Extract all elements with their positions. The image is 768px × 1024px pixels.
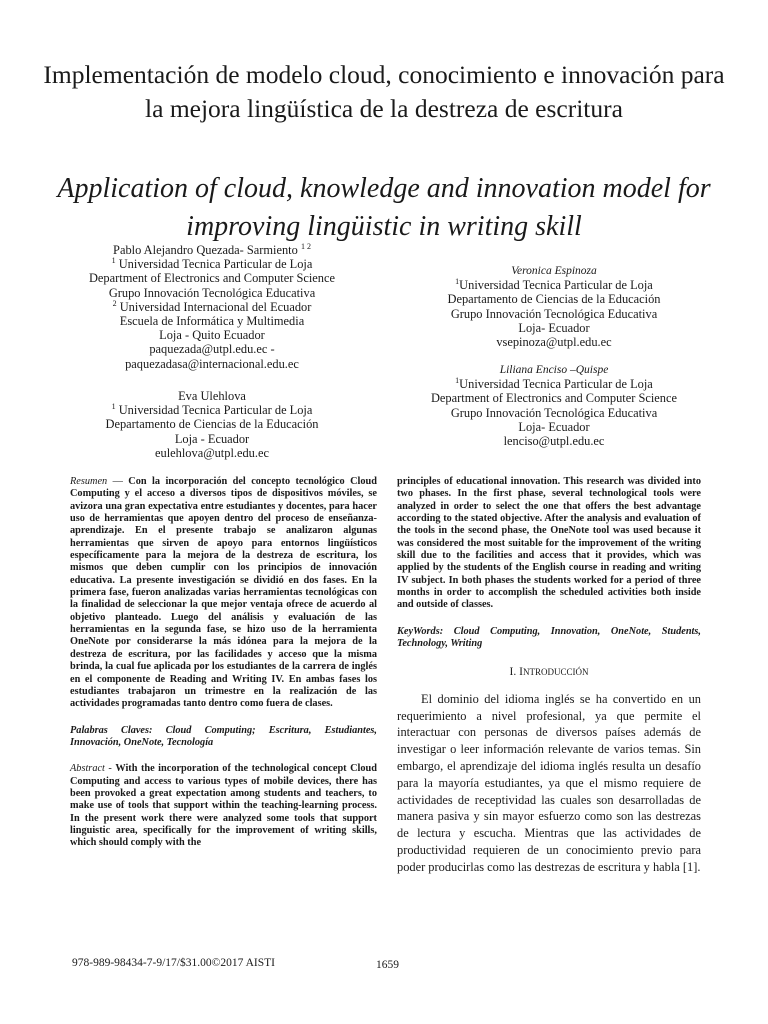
abstract-label: Abstract	[70, 763, 105, 775]
abstract-text: With the incorporation of the technological concept Cloud Computing and access to various types of mobile devices, there has been provoked a great expectation among students and teachers, to make use of tools that support within the teaching-learning process. In the present work there were analyzed some tools that support linguistic area, specifically for the improvement of writing skills, which should comply with the	[70, 763, 377, 849]
author-department: Departamento de Ciencias de la Educación	[447, 292, 661, 307]
section-heading: I. INTRODUCCIÓN	[509, 666, 589, 679]
footer-isbn: 978-989-98434-7-9/17/$31.00©2017 AISTI	[72, 957, 275, 969]
author-ulehlova	[70, 389, 354, 460]
author-location: Loja - Quito Ecuador	[159, 328, 265, 343]
intro-paragraph: El dominio del idioma inglés se ha convertido en un requerimiento a nivel profesional, ya que permite el interactuar con personas de diversos países además de investigar o leer información relevante de varios temas. Sin embargo, el aprendizaje del idioma inglés resulta un desafío para la mayoría estudiantes, ya que el mismo requiere de actividades de receptividad las cuales son desarrolladas de manera pasiva y sin mayor esfuerzo como son las destrezas de lectura y escucha. Mientras que las actividades de productividad requieren de un conocimiento previo para poder producirlas como las destrezas de escritura y habla [1].	[397, 691, 701, 874]
author-affiliation-2: $^2$ Universidad Internacional del Ecuador	[112, 298, 312, 314]
author-name: Liliana Enciso –Quispe	[499, 364, 609, 376]
author-email: vsepinoza@utpl.edu.ec	[496, 335, 612, 350]
author-department: Departamento de Ciencias de la Educación	[105, 417, 319, 432]
author-name: Pablo Alejandro Quezada- Sarmiento $^{1 2}$	[113, 241, 311, 257]
right-column	[397, 476, 701, 876]
left-column	[70, 476, 377, 850]
resumen-label: Resumen	[70, 476, 108, 487]
abstract-paragraph: Abstract - With the incorporation of the technological concept Cloud Computing and access to various types of mobile devices, there has been provoked a great expectation among students and teachers, to make use of tools that support within the teaching-learning process. In the present work there were analyzed some tools that support linguistic area, specifically for the improvement of writing skills, which should comply with the	[70, 763, 377, 849]
author-department: Department of Electronics and Computer Science	[88, 271, 335, 286]
author-affiliation: $^1$Universidad Tecnica Particular de Loja	[455, 376, 653, 392]
author-affiliation: $^1$ Universidad Tecnica Particular de Loja	[111, 256, 313, 272]
author-department: Department of Electronics and Computer Science	[430, 391, 677, 406]
author-name: Veronica Espinoza	[511, 265, 597, 277]
author-affiliation: $^1$ Universidad Tecnica Particular de Loja	[111, 402, 313, 418]
author-department-2: Escuela de Informática y Multimedia	[119, 314, 305, 329]
author-quezada	[70, 243, 354, 371]
abstract-continued: principles of educational innovation. This research was divided into two phases. In the first phase, several technological tools were analyzed in order to select the one that offers the best advantage according to the stated objective. After the analysis and evaluation of the tools in the second phase, the OneNote tool was used because it was considered the most suitable for the improvement of the writing skill due to the facilities and access that it provides, which was applied by the students of the English course in reading and writing IV subject. In both phases the students worked for a period of three months in order to accomplish the scheduled activities both inside and outside of classes.	[397, 476, 701, 611]
author-email: eulehlova@utpl.edu.ec	[155, 445, 269, 460]
author-location: Loja- Ecuador	[518, 320, 590, 335]
author-email: paquezada@utpl.edu.ec -	[149, 342, 275, 357]
resumen-paragraph: Resumen — Con la incorporación del concepto tecnológico Cloud Computing y el acceso a diversos tipos de dispositivos móviles, se avizora una gran expectativa entre estudiantes y docentes, para hacer uso de herramientas que apoyen dentro del proceso de enseñanza-aprendizaje. En el presente trabajo se analizaron algunas herramientas que sirven de apoyo para entornos lingüísticos específicamente para la mejora de la destreza de escritura, los mismos que deben cumplir con los principios de innovación educativa. La presente investigación se dividió en dos fases. En la primera fase, fueron analizadas varias herramientas tecnológicas con la finalidad de seleccionar la que mejor ventaja ofrece de acuerdo al objetivo planteado. Luego del análisis y evaluación de las herramientas en la segunda fase, se hizo uso de la herramienta OneNote por considerarse la más idónea para la mejora de la destreza de escritura, por las facilidades y acceso que la misma brinda, la cual fue aplicada por los estudiantes de la carrera de inglés en el componente de Reading and Writing IV. En ambas fases los estudiantes trabajaron un trimestre en la realización de las actividades programadas tanto dentro como fuera de clases.	[70, 476, 377, 710]
author-group: Grupo Innovación Tecnológica Educativa	[450, 405, 658, 420]
title-spanish: Implementación de modelo cloud, conocimiento e innovación para la mejora lingüística de la destreza de escritura	[43, 60, 725, 123]
author-group: Grupo Innovación Tecnológica Educativa	[450, 306, 658, 321]
author-name: Eva Ulehlova	[178, 389, 246, 403]
resumen-text: Con la incorporación del concepto tecnológico Cloud Computing y el acceso a diversos tipos de dispositivos móviles, se avizora una gran expectativa entre estudiantes y docentes, para hacer uso de herramientas que apoyen dentro del proceso de enseñanza-aprendizaje. En el presente trabajo se analizaron algunas herramientas que sirven de apoyo para entornos lingüísticos específicamente para la mejora de la destreza de escritura, los mismos que deben cumplir con los principios de innovación educativa. La presente investigación se dividió en dos fases. En la primera fase, fueron analizadas varias herramientas tecnológicas con la finalidad de seleccionar la que mejor ventaja ofrece de acuerdo al objetivo planteado. Luego del análisis y evaluación de las herramientas en la segunda fase, se hizo uso de la herramienta OneNote por considerarse la más idónea para la mejora de la destreza de escritura, por las facilidades y acceso que la misma brinda, la cual fue aplicada por los estudiantes de la carrera de inglés en el componente de Reading and Writing IV. En ambas fases los estudiantes trabajaron un trimestre en la realización de las actividades programadas tanto dentro como fuera de clases.	[70, 476, 377, 710]
author-enciso	[412, 363, 696, 448]
author-affiliation: $^1$Universidad Tecnica Particular de Loja	[455, 277, 653, 293]
author-location: Loja - Ecuador	[174, 431, 250, 446]
palabras-claves: Palabras Claves: Cloud Computing; Escritura, Estudiantes, Innovación, OneNote, Tecnología	[70, 724, 377, 748]
title-english: Application of cloud, knowledge and innovation model for improving lingüistic in writing skill	[57, 173, 711, 242]
author-location: Loja- Ecuador	[518, 419, 590, 434]
author-group: Grupo Innovación Tecnológica Educativa	[108, 285, 316, 300]
author-email-2: paquezadasa@internacional.edu.ec	[125, 356, 299, 371]
author-espinoza	[412, 264, 696, 349]
page-number: 1659	[376, 959, 399, 971]
keywords: KeyWords: Cloud Computing, Innovation, OneNote, Students, Technology, Writing	[397, 625, 701, 650]
author-email: lenciso@utpl.edu.ec	[503, 434, 605, 449]
